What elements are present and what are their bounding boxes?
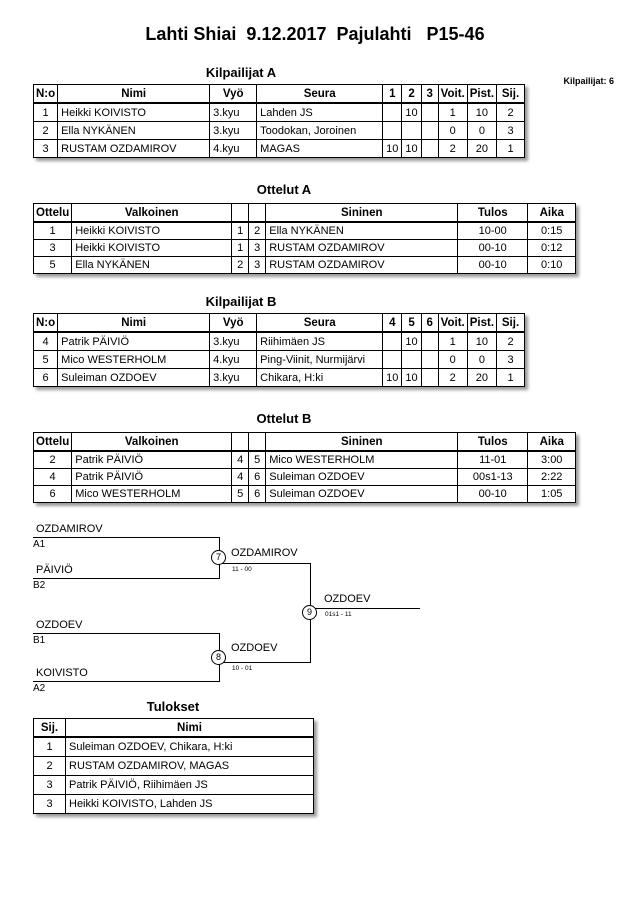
cell: RUSTAM OZDAMIROV bbox=[58, 140, 210, 158]
table-row bbox=[34, 451, 576, 469]
final-bracket bbox=[0, 519, 630, 697]
header-cell: Seura bbox=[257, 314, 383, 333]
cell: Mico WESTERHOLM bbox=[72, 486, 232, 503]
cell: Suleiman OZDOEV bbox=[58, 369, 210, 387]
cell: Patrik PÄIVIÖ, Riihimäen JS bbox=[66, 776, 314, 795]
bracket-slot-name: OZDAMIROV bbox=[36, 523, 103, 535]
cell: 4 bbox=[34, 469, 72, 486]
header-cell: Nimi bbox=[58, 85, 210, 104]
table-row bbox=[34, 240, 576, 257]
cell: Suleiman OZDOEV, Chikara, H:ki bbox=[66, 737, 314, 757]
header-cell: Tulos bbox=[458, 433, 528, 452]
cell: 2 bbox=[232, 257, 249, 274]
table-row bbox=[34, 122, 525, 140]
cell: 0:10 bbox=[528, 257, 576, 274]
cell: 10-00 bbox=[458, 222, 528, 240]
header-cell: Voit. bbox=[438, 85, 467, 104]
header-cell: 3 bbox=[421, 85, 438, 104]
table-header-row bbox=[34, 85, 525, 104]
table-row bbox=[34, 795, 314, 814]
header-cell: Tulos bbox=[458, 204, 528, 223]
cell: 4.kyu bbox=[210, 351, 257, 369]
cell: RUSTAM OZDAMIROV, MAGAS bbox=[66, 757, 314, 776]
cell: 0 bbox=[438, 122, 467, 140]
ottelut-b-table bbox=[33, 432, 576, 503]
cell: 2 bbox=[438, 140, 467, 158]
cell: 1 bbox=[438, 103, 467, 122]
cell: 3 bbox=[34, 795, 66, 814]
cell: Heikki KOIVISTO bbox=[72, 240, 232, 257]
cell bbox=[421, 369, 438, 387]
cell: Heikki KOIVISTO, Lahden JS bbox=[66, 795, 314, 814]
cell: 10 bbox=[467, 103, 496, 122]
cell: 3 bbox=[34, 776, 66, 795]
bracket-winner-name: OZDOEV bbox=[324, 593, 371, 605]
match-score: 10 - 01 bbox=[232, 665, 253, 672]
bracket-winner-name: OZDOEV bbox=[231, 642, 278, 654]
cell bbox=[421, 332, 438, 351]
header-cell: Valkoinen bbox=[72, 204, 232, 223]
cell: 2 bbox=[34, 451, 72, 469]
cell: 6 bbox=[34, 486, 72, 503]
cell: 3.kyu bbox=[210, 103, 257, 122]
cell: 5 bbox=[34, 351, 58, 369]
match-number: 7 bbox=[215, 552, 221, 562]
cell: 10 bbox=[402, 140, 421, 158]
ottelut-a-table bbox=[33, 203, 576, 274]
cell: 5 bbox=[249, 451, 266, 469]
header-cell: 5 bbox=[402, 314, 421, 333]
table-header-row bbox=[34, 719, 314, 738]
bracket-line bbox=[219, 662, 311, 663]
header-cell: Pist. bbox=[467, 85, 496, 104]
bracket-slot-name: OZDOEV bbox=[36, 619, 83, 631]
table-row bbox=[34, 222, 576, 240]
bracket-slot-name: PÄIVIÖ bbox=[36, 564, 73, 576]
cell: 00-10 bbox=[458, 257, 528, 274]
cell: 1 bbox=[232, 222, 249, 240]
cell: 10 bbox=[467, 332, 496, 351]
cell: 0:12 bbox=[528, 240, 576, 257]
table-row bbox=[34, 776, 314, 795]
cell: Riihimäen JS bbox=[257, 332, 383, 351]
header-cell: Ottelu bbox=[34, 433, 72, 452]
table-row bbox=[34, 369, 525, 387]
bracket-line bbox=[33, 578, 220, 579]
cell: 2 bbox=[249, 222, 266, 240]
match-number: 9 bbox=[306, 607, 312, 617]
header-cell: Sij. bbox=[34, 719, 66, 738]
cell: 2 bbox=[497, 332, 525, 351]
table-row bbox=[34, 469, 576, 486]
cell: 00-10 bbox=[458, 486, 528, 503]
cell: 3.kyu bbox=[210, 332, 257, 351]
cell: 0 bbox=[467, 351, 496, 369]
cell: 2 bbox=[34, 122, 58, 140]
cell: 1 bbox=[34, 222, 72, 240]
cell: 1 bbox=[34, 103, 58, 122]
bracket-line bbox=[310, 608, 420, 609]
cell: 0:15 bbox=[528, 222, 576, 240]
cell: Heikki KOIVISTO bbox=[72, 222, 232, 240]
header-cell: 2 bbox=[402, 85, 421, 104]
bracket-line bbox=[33, 633, 220, 634]
table-header-row bbox=[34, 314, 525, 333]
results-sheet bbox=[0, 24, 630, 915]
cell bbox=[383, 332, 402, 351]
section-title-kilpailijat-b: Kilpailijat B bbox=[205, 294, 277, 309]
cell: 2:22 bbox=[528, 469, 576, 486]
header-cell bbox=[232, 204, 249, 223]
cell: 10 bbox=[402, 103, 421, 122]
section-title-ottelut-b: Ottelut B bbox=[256, 411, 312, 426]
cell: 1 bbox=[497, 140, 525, 158]
competitor-count-label: Kilpailijat: 6 bbox=[563, 76, 614, 86]
cell bbox=[402, 351, 421, 369]
cell: 2 bbox=[438, 369, 467, 387]
cell: 3 bbox=[497, 351, 525, 369]
header-cell: N:o bbox=[34, 314, 58, 333]
cell bbox=[421, 122, 438, 140]
cell: 3:00 bbox=[528, 451, 576, 469]
cell bbox=[421, 103, 438, 122]
bracket-line bbox=[33, 681, 220, 682]
cell: Patrik PÄIVIÖ bbox=[72, 469, 232, 486]
kilpailijat-b-table bbox=[33, 313, 525, 387]
header-cell: 1 bbox=[383, 85, 402, 104]
match-score: 11 - 00 bbox=[232, 566, 252, 573]
cell: 3 bbox=[249, 240, 266, 257]
bracket-seed: A2 bbox=[33, 683, 46, 694]
cell: 3 bbox=[34, 240, 72, 257]
cell: 1 bbox=[497, 369, 525, 387]
header-cell: Pist. bbox=[467, 314, 496, 333]
cell: 20 bbox=[467, 369, 496, 387]
header-cell: Vyö bbox=[210, 85, 257, 104]
header-cell: Valkoinen bbox=[72, 433, 232, 452]
cell: 10 bbox=[402, 332, 421, 351]
match-score: 01s1 - 11 bbox=[325, 611, 352, 618]
cell: 2 bbox=[497, 103, 525, 122]
cell: 4 bbox=[232, 451, 249, 469]
header-cell: Aika bbox=[528, 433, 576, 452]
section-title-kilpailijat-a: Kilpailijat A bbox=[205, 65, 277, 80]
cell: 1 bbox=[34, 737, 66, 757]
header-cell bbox=[232, 433, 249, 452]
cell: Patrik PÄIVIÖ bbox=[58, 332, 210, 351]
bracket-seed: A1 bbox=[33, 539, 46, 550]
cell: Toodokan, Joroinen bbox=[257, 122, 383, 140]
cell bbox=[402, 122, 421, 140]
cell: 5 bbox=[232, 486, 249, 503]
header-cell: Ottelu bbox=[34, 204, 72, 223]
cell: Mico WESTERHOLM bbox=[58, 351, 210, 369]
cell bbox=[383, 103, 402, 122]
match-circle bbox=[211, 650, 226, 665]
header-cell: Voit. bbox=[438, 314, 467, 333]
cell: Chikara, H:ki bbox=[257, 369, 383, 387]
cell: Ella NYKÄNEN bbox=[266, 222, 458, 240]
match-circle bbox=[302, 605, 317, 620]
table-header-row bbox=[34, 204, 576, 223]
bracket-seed: B2 bbox=[33, 580, 46, 591]
header-cell: Sij. bbox=[497, 314, 525, 333]
cell: RUSTAM OZDAMIROV bbox=[266, 240, 458, 257]
table-row bbox=[34, 486, 576, 503]
cell: 3 bbox=[34, 140, 58, 158]
bracket-slot-name: KOIVISTO bbox=[36, 667, 88, 679]
header-cell: Nimi bbox=[58, 314, 210, 333]
cell: 3.kyu bbox=[210, 122, 257, 140]
table-row bbox=[34, 103, 525, 122]
cell: Ella NYKÄNEN bbox=[58, 122, 210, 140]
cell: 4 bbox=[232, 469, 249, 486]
cell: 00s1-13 bbox=[458, 469, 528, 486]
table-row bbox=[34, 140, 525, 158]
header-cell: Vyö bbox=[210, 314, 257, 333]
table-header-row bbox=[34, 433, 576, 452]
cell: Suleiman OZDOEV bbox=[266, 486, 458, 503]
table-row bbox=[34, 351, 525, 369]
cell: 6 bbox=[34, 369, 58, 387]
cell: 2 bbox=[34, 757, 66, 776]
tulokset-table bbox=[33, 718, 314, 814]
bracket-line bbox=[33, 537, 220, 538]
cell: 6 bbox=[249, 469, 266, 486]
cell: 1 bbox=[438, 332, 467, 351]
cell: 5 bbox=[34, 257, 72, 274]
cell: RUSTAM OZDAMIROV bbox=[266, 257, 458, 274]
cell bbox=[383, 351, 402, 369]
cell: Ella NYKÄNEN bbox=[72, 257, 232, 274]
header-cell: 6 bbox=[421, 314, 438, 333]
cell: 0 bbox=[467, 122, 496, 140]
match-circle bbox=[211, 550, 226, 565]
bracket-line bbox=[219, 563, 311, 564]
cell: 3 bbox=[249, 257, 266, 274]
header-cell bbox=[249, 204, 266, 223]
cell: 3 bbox=[497, 122, 525, 140]
cell: Lahden JS bbox=[257, 103, 383, 122]
cell bbox=[383, 122, 402, 140]
cell: Suleiman OZDOEV bbox=[266, 469, 458, 486]
cell: 10 bbox=[383, 369, 402, 387]
cell: 20 bbox=[467, 140, 496, 158]
cell bbox=[421, 351, 438, 369]
header-cell bbox=[249, 433, 266, 452]
match-number: 8 bbox=[215, 652, 221, 662]
cell: 3.kyu bbox=[210, 369, 257, 387]
header-cell: Nimi bbox=[66, 719, 314, 738]
header-cell: Sininen bbox=[266, 433, 458, 452]
kilpailijat-a-table bbox=[33, 84, 525, 158]
header-cell: 4 bbox=[383, 314, 402, 333]
table-row bbox=[34, 737, 314, 757]
table-row bbox=[34, 332, 525, 351]
cell: 0 bbox=[438, 351, 467, 369]
table-row bbox=[34, 257, 576, 274]
cell: 10 bbox=[383, 140, 402, 158]
cell: 00-10 bbox=[458, 240, 528, 257]
cell: MAGAS bbox=[257, 140, 383, 158]
cell: 11-01 bbox=[458, 451, 528, 469]
cell: 1:05 bbox=[528, 486, 576, 503]
bracket-winner-name: OZDAMIROV bbox=[231, 547, 298, 559]
header-cell: Aika bbox=[528, 204, 576, 223]
cell: Mico WESTERHOLM bbox=[266, 451, 458, 469]
header-cell: Sininen bbox=[266, 204, 458, 223]
cell: Ping-Viinit, Nurmijärvi bbox=[257, 351, 383, 369]
cell: Patrik PÄIVIÖ bbox=[72, 451, 232, 469]
cell: 4 bbox=[34, 332, 58, 351]
table-row bbox=[34, 757, 314, 776]
cell: 1 bbox=[232, 240, 249, 257]
cell: 10 bbox=[402, 369, 421, 387]
cell bbox=[421, 140, 438, 158]
cell: 4.kyu bbox=[210, 140, 257, 158]
header-cell: Sij. bbox=[497, 85, 525, 104]
bracket-seed: B1 bbox=[33, 635, 46, 646]
cell: Heikki KOIVISTO bbox=[58, 103, 210, 122]
header-cell: N:o bbox=[34, 85, 58, 104]
section-title-ottelut-a: Ottelut A bbox=[256, 182, 312, 197]
section-title-tulokset: Tulokset bbox=[146, 699, 200, 714]
page-title: Lahti Shiai 9.12.2017 Pajulahti P15-46 bbox=[145, 24, 485, 44]
header-cell: Seura bbox=[257, 85, 383, 104]
cell: 6 bbox=[249, 486, 266, 503]
